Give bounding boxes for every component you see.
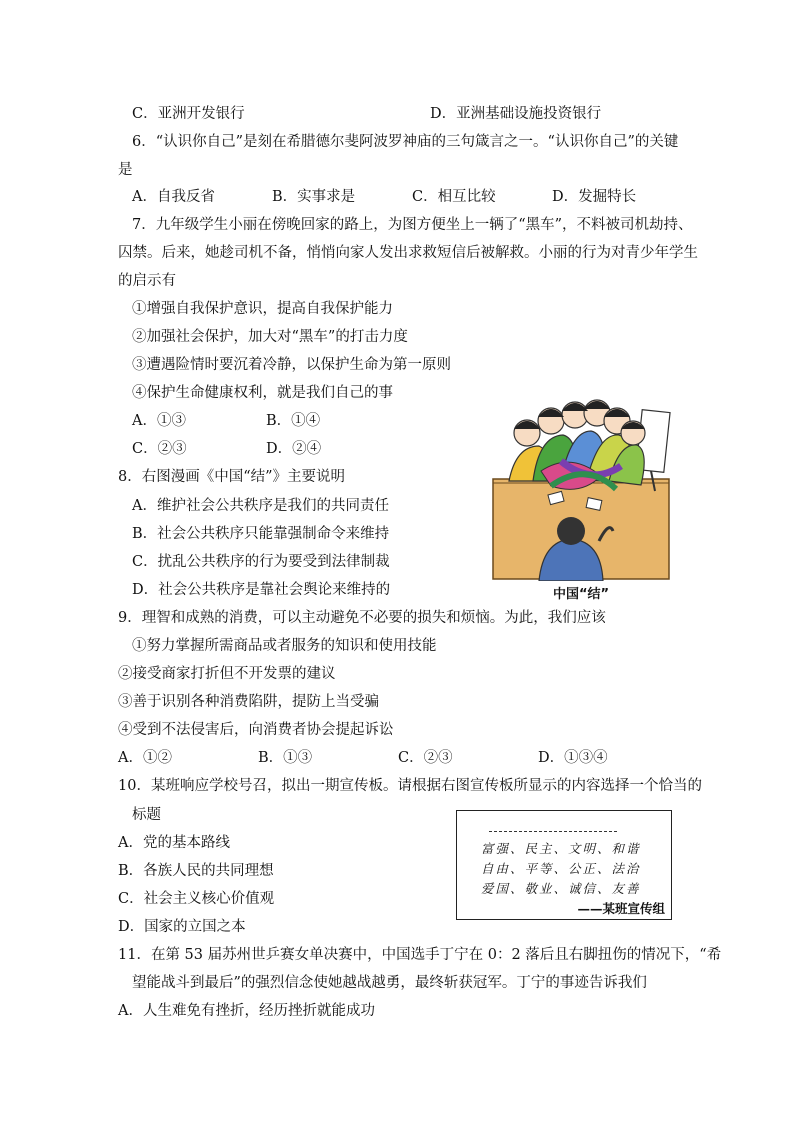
- q10-option-c: C．社会主义核心价值观: [118, 891, 275, 907]
- cartoon-illustration: [491, 391, 671, 581]
- board-line-3: 爱国、敬业、诚信、友善: [481, 881, 641, 896]
- q9-option-b: B．①③: [258, 750, 313, 766]
- q9-item-4: ④受到不法侵害后，向消费者协会提起诉讼: [118, 722, 394, 738]
- q6-stem-line-2: 是: [118, 162, 133, 178]
- q6-option-b: B．实事求是: [272, 189, 356, 205]
- cartoon-caption: 中国“结”: [553, 587, 610, 602]
- q10-stem-line-2: 标题: [132, 807, 161, 823]
- q6-option-a: A．自我反省: [132, 189, 215, 205]
- cartoon-china-knot: [490, 390, 672, 582]
- q9-stem: 9．理智和成熟的消费，可以主动避免不必要的损失和烦恼。为此，我们应该: [118, 610, 606, 626]
- propaganda-board: [456, 810, 672, 920]
- q7-option-a: A．①③: [132, 413, 186, 429]
- q7-stem-line-2: 囚禁。后来，她趁司机不备，悄悄向家人发出求救短信后被解救。小丽的行为对青少年学生: [118, 245, 698, 261]
- q5-option-d: D．亚洲基础设施投资银行: [430, 106, 602, 122]
- board-line-2: 自由、平等、公正、法治: [481, 861, 641, 876]
- q10-option-d: D．国家的立国之本: [118, 919, 246, 935]
- q10-option-b: B．各族人民的共同理想: [118, 863, 274, 879]
- q11-stem-line-2: 望能战斗到最后”的强烈信念使她越战越勇，最终斩获冠军。丁宁的事迹告诉我们: [132, 975, 647, 991]
- q7-item-4: ④保护生命健康权利，就是我们自己的事: [132, 385, 393, 401]
- q8-option-b: B．社会公共秩序只能靠强制命令来维持: [132, 526, 390, 542]
- q9-option-c: C．②③: [398, 750, 453, 766]
- q9-option-a: A．①②: [118, 750, 172, 766]
- q7-option-d: D．②④: [266, 441, 322, 457]
- q7-stem-line-3: 的启示有: [118, 273, 176, 289]
- q7-option-b: B．①④: [266, 413, 321, 429]
- q6-option-d: D．发掘特长: [552, 189, 637, 205]
- q8-option-a: A．维护社会公共秩序是我们的共同责任: [132, 498, 389, 514]
- q9-item-2: ②接受商家打折但不开发票的建议: [118, 666, 336, 682]
- board-signature: ——某班宣传组: [577, 901, 665, 916]
- q7-item-3: ③遭遇险情时要沉着冷静，以保护生命为第一原则: [132, 357, 451, 373]
- q9-item-3: ③善于识别各种消费陷阱，提防上当受骗: [118, 694, 379, 710]
- q9-option-d: D．①③④: [538, 750, 608, 766]
- q11-stem-line-1: 11．在第 53 届苏州世乒赛女单决赛中，中国选手丁宁在 0：2 落后且右脚扭伤的情况下，“希: [118, 947, 722, 963]
- q10-option-a: A．党的基本路线: [118, 835, 230, 851]
- q8-stem: 8．右图漫画《中国“结”》主要说明: [118, 469, 346, 485]
- q5-option-c: C．亚洲开发银行: [132, 106, 245, 122]
- board-divider: [489, 831, 617, 832]
- q8-option-d: D．社会公共秩序是靠社会舆论来维持的: [132, 582, 391, 598]
- q6-option-c: C．相互比较: [412, 189, 496, 205]
- board-line-1: 富强、民主、文明、和谐: [481, 841, 641, 856]
- q6-stem-line-1: 6．“认识你自己”是刻在希腊德尔斐阿波罗神庙的三句箴言之一。“认识你自己”的关键: [132, 134, 679, 150]
- q10-stem-line-1: 10．某班响应学校号召，拟出一期宣传板。请根据右图宣传板所显示的内容选择一个恰当的: [118, 778, 702, 794]
- q9-item-1: ①努力掌握所需商品或者服务的知识和使用技能: [132, 638, 437, 654]
- q7-item-2: ②加强社会保护，加大对“黑车”的打击力度: [132, 329, 408, 345]
- q8-option-c: C．扰乱公共秩序的行为要受到法律制裁: [132, 554, 390, 570]
- q7-stem-line-1: 7．九年级学生小丽在傍晚回家的路上，为图方便坐上一辆了“黑车”，不料被司机劫持、: [132, 217, 693, 233]
- q7-item-1: ①增强自我保护意识，提高自我保护能力: [132, 301, 393, 317]
- q11-option-a: A．人生难免有挫折，经历挫折就能成功: [118, 1003, 375, 1019]
- q7-option-c: C．②③: [132, 441, 187, 457]
